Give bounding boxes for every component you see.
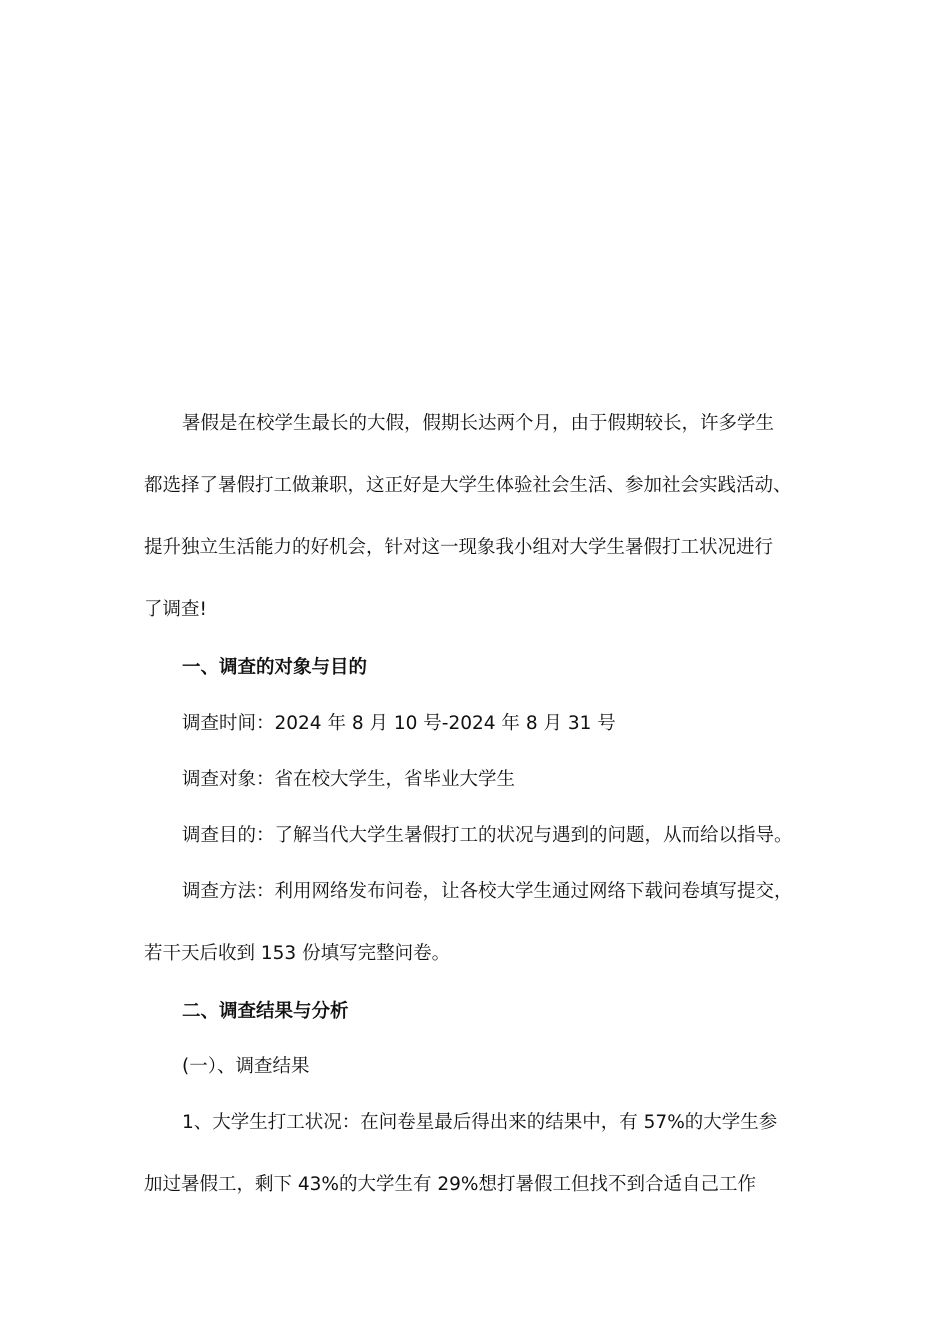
section-2-heading: 二、调查结果与分析 (182, 1001, 349, 1022)
survey-method-line-2: 若干天后收到 153 份填写完整问卷。 (144, 943, 451, 964)
survey-purpose: 调查目的：了解当代大学生暑假打工的状况与遇到的问题，从而给以指导。 (182, 825, 793, 846)
intro-paragraph-line-4: 了调查! (144, 599, 207, 620)
result-item-1-line-2: 加过暑假工，剩下 43%的大学生有 29%想打暑假工但找不到合适自己工作 (144, 1174, 757, 1195)
survey-target: 调查对象：省在校大学生，省毕业大学生 (182, 769, 516, 790)
section-1-heading: 一、调查的对象与目的 (182, 657, 368, 678)
intro-paragraph-line-2: 都选择了暑假打工做兼职，这正好是大学生体验社会生活、参加社会实践活动、 (144, 475, 792, 496)
survey-time: 调查时间：2024 年 8 月 10 号-2024 年 8 月 31 号 (182, 713, 616, 734)
section-2-sub-heading: (一）、调查结果 (182, 1056, 310, 1077)
result-item-1-line-1: 1、大学生打工状况：在问卷星最后得出来的结果中，有 57%的大学生参 (182, 1112, 778, 1133)
intro-paragraph-line-1: 暑假是在校学生最长的大假，假期长达两个月，由于假期较长，许多学生 (182, 413, 775, 434)
intro-paragraph-line-3: 提升独立生活能力的好机会，针对这一现象我小组对大学生暑假打工状况进行 (144, 537, 774, 558)
survey-method-line-1: 调查方法：利用网络发布问卷，让各校大学生通过网络下载问卷填写提交， (182, 881, 793, 902)
